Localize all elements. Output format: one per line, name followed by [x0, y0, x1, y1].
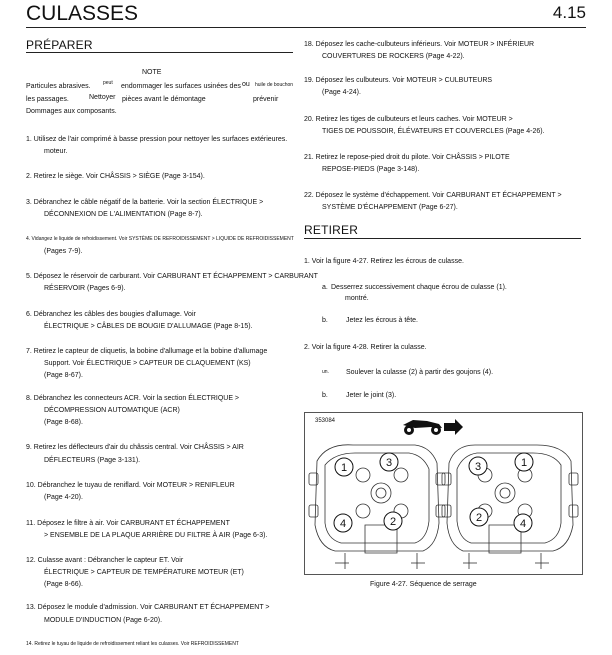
note-text: ou	[242, 81, 250, 88]
list-item: Jeter le joint (3).	[346, 392, 397, 399]
note-text: huile de bouchon	[255, 82, 294, 88]
callout-label: 1	[340, 462, 348, 474]
section-rule-retirer	[304, 238, 581, 239]
callout-label: 2	[475, 512, 483, 524]
motorcycle-icon	[403, 420, 442, 435]
list-item: MODULE D'INDUCTION (Page 6-20).	[44, 617, 163, 624]
list-item: 11. Déposez le filtre à air. Voir CARBURANT ET ÉCHAPPEMENT	[26, 520, 230, 527]
list-item: 2. Retirez le siège. Voir CHÂSSIS > SIÈGE (Page 3-154).	[26, 173, 205, 180]
callout-label: 1	[520, 457, 528, 469]
callout-label: 3	[385, 457, 393, 469]
list-item: REPOSE-PIEDS (Page 3-148).	[322, 166, 420, 173]
list-item: 20. Retirez les tiges de culbuteurs et leurs caches. Voir MOTEUR >	[304, 116, 513, 123]
list-item: RÉSERVOIR (Pages 6-9).	[44, 285, 126, 292]
list-item: (Page 8-67).	[44, 372, 83, 379]
list-item: 19. Déposez les culbuteurs. Voir MOTEUR > CULBUTEURS	[304, 77, 493, 84]
list-item: Support. Voir ÉLECTRIQUE > CAPTEUR DE CLAQUEMENT (KS)	[44, 360, 251, 367]
list-item: Soulever la culasse (2) à partir des goujons (4).	[346, 369, 494, 376]
note-label: NOTE	[142, 69, 162, 76]
note-text: Nettoyer	[89, 94, 116, 101]
list-item: (Page 8-66).	[44, 581, 83, 588]
list-item: > ENSEMBLE DE LA PLAQUE ARRIÈRE DU FILTRE À AIR (Page 6-3).	[44, 532, 268, 539]
list-item: 8. Débranchez les connecteurs ACR. Voir la section ÉLECTRIQUE >	[26, 395, 240, 402]
list-item: moteur.	[44, 148, 68, 155]
list-item-letter: b.	[322, 317, 328, 324]
section-heading-retirer: RETIRER	[304, 223, 359, 237]
right-cylinder-head	[442, 445, 578, 569]
list-item: DÉFLECTEURS (Page 3-131).	[44, 457, 141, 464]
page-title: CULASSES	[26, 2, 139, 25]
list-item: 21. Retirez le repose-pied droit du pilote. Voir CHÂSSIS > PILOTE	[304, 154, 510, 161]
list-item: montré.	[345, 295, 369, 302]
section-rule-preparer	[26, 52, 293, 53]
list-item-letter: un.	[322, 369, 329, 375]
note-text: les passages.	[26, 96, 69, 103]
list-item: 13. Déposez le module d'admission. Voir CARBURANT ET ÉCHAPPEMENT >	[26, 604, 270, 611]
list-item: (Page 4-20).	[44, 494, 83, 501]
list-item: 7. Retirez le capteur de cliquetis, la bobine d'allumage et la bobine d'allumage	[26, 348, 268, 355]
left-cylinder-head	[309, 445, 445, 569]
note-text: prévenir	[253, 96, 279, 103]
list-item: (Pages 7-9).	[44, 248, 83, 255]
list-item: 10. Débranchez le tuyau de reniflard. Voir MOTEUR > RENIFLEUR	[26, 482, 235, 489]
list-item: 1. Voir la figure 4-27. Retirez les écrous de culasse.	[304, 258, 464, 265]
list-item: (Page 4-24).	[322, 89, 361, 96]
list-item: 6. Débranchez les câbles des bougies d'allumage. Voir	[26, 311, 196, 318]
note-text: pièces avant le démontage	[122, 96, 206, 103]
note-text: peut	[103, 80, 113, 86]
list-item: 2. Voir la figure 4-28. Retirer la culasse.	[304, 344, 427, 351]
list-item: 22. Déposez le système d'échappement. Voir CARBURANT ET ÉCHAPPEMENT >	[304, 192, 562, 199]
list-item-letter: a.	[322, 284, 328, 291]
callout-label: 2	[389, 516, 397, 528]
note-text: Particules abrasives.	[26, 83, 91, 90]
page-number: 4.15	[552, 3, 586, 22]
list-item: 5. Déposez le réservoir de carburant. Voir CARBURANT ET ÉCHAPPEMENT > CARBURANT	[26, 273, 318, 280]
list-item: (Page 8-68).	[44, 419, 83, 426]
note-text: endommager les surfaces usinées des	[121, 83, 241, 90]
callout-label: 3	[474, 461, 482, 473]
note-text: Dommages aux composants.	[26, 108, 117, 115]
list-item-letter: b.	[322, 392, 328, 399]
list-item: Jetez les écrous à tête.	[346, 317, 418, 324]
list-item: 9. Retirez les déflecteurs d'air du châssis central. Voir CHÂSSIS > AIR	[26, 444, 244, 451]
list-item: ÉLECTRIQUE > CÂBLES DE BOUGIE D'ALLUMAGE (Page 8-15).	[44, 323, 253, 330]
header-rule	[26, 27, 586, 28]
list-item: 4. Vidangez le liquide de refroidissement. Voir SYSTÈME DE REFROIDISSEMENT > LIQUIDE DE REFROIDISSEMENT	[26, 236, 294, 242]
callout-labels	[340, 457, 527, 530]
list-item: DÉCONNEXION DE L'ALIMENTATION (Page 8-7).	[44, 211, 203, 218]
list-item: COUVERTURES DE ROCKERS (Page 4-22).	[322, 53, 465, 60]
list-item: SYSTÈME D'ÉCHAPPEMENT (Page 6-27).	[322, 204, 458, 211]
cylinder-head-drawing	[305, 413, 582, 574]
list-item: ÉLECTRIQUE > CAPTEUR DE TEMPÉRATURE MOTEUR (ET)	[44, 569, 244, 576]
callout-label: 4	[339, 518, 347, 530]
list-item: TIGES DE POUSSOIR, ÉLÉVATEURS ET COUVERCLES (Page 4-26).	[322, 128, 545, 135]
arrow-right-icon	[444, 419, 463, 435]
list-item: 14. Retirez le tuyau de liquide de refroidissement reliant les culasses. Voir REFROIDISSEMENT	[26, 641, 239, 647]
figure-id: 353084	[315, 418, 336, 424]
list-item: 12. Culasse avant : Débrancher le capteur ET. Voir	[26, 557, 184, 564]
list-item: 3. Débranchez le câble négatif de la batterie. Voir la section ÉLECTRIQUE >	[26, 199, 264, 206]
callout-label: 4	[519, 518, 527, 530]
figure-tightening-sequence	[304, 412, 583, 575]
figure-caption: Figure 4-27. Séquence de serrage	[370, 581, 477, 588]
list-item: Desserrez successivement chaque écrou de culasse (1).	[331, 284, 507, 291]
section-heading-preparer: PRÉPARER	[26, 38, 93, 52]
list-item: DÉCOMPRESSION AUTOMATIQUE (ACR)	[44, 407, 180, 414]
list-item: 1. Utilisez de l'air comprimé à basse pression pour nettoyer les surfaces extérieures.	[26, 136, 288, 143]
list-item: 18. Déposez les cache-culbuteurs inférieurs. Voir MOTEUR > INFÉRIEUR	[304, 41, 535, 48]
